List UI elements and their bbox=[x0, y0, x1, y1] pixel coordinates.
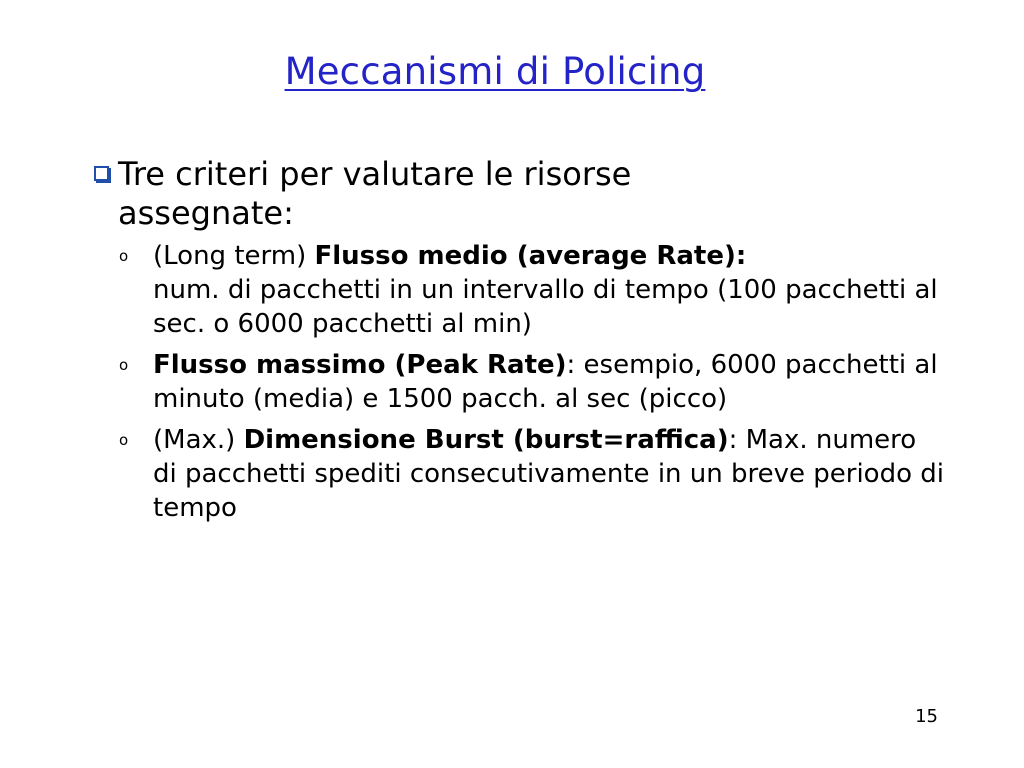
sub-bullet-list bbox=[98, 239, 948, 525]
item-bold-term: Flusso massimo (Peak Rate) bbox=[153, 350, 567, 380]
sub-bullet-item bbox=[119, 423, 948, 525]
item-bold-term: Dimensione Burst (burst=raffica) bbox=[243, 425, 729, 455]
circle-bullet-icon: o bbox=[119, 247, 129, 265]
sub-bullet-item bbox=[119, 348, 948, 416]
item-description: : Max. numero di pacchetti spediti consecutivamente in un breve periodo di tempo bbox=[153, 425, 944, 523]
circle-bullet-icon: o bbox=[119, 431, 129, 449]
page-number: 15 bbox=[915, 706, 938, 727]
item-description: num. di pacchetti in un intervallo di tempo (100 pacchetti al sec. o 6000 pacchetti al min) bbox=[153, 275, 938, 339]
main-bullet-point bbox=[98, 155, 948, 233]
square-bullet-icon bbox=[94, 166, 109, 181]
sub-bullet-item bbox=[119, 239, 948, 341]
item-prefix: (Long term) bbox=[153, 241, 315, 271]
item-description: : esempio, 6000 pacchetti al minuto (media) e 1500 pacch. al sec (picco) bbox=[153, 350, 938, 414]
item-bold-term: Flusso medio (average Rate): bbox=[314, 241, 747, 271]
main-point-line1: Tre criteri per valutare le risorse bbox=[118, 155, 632, 193]
circle-bullet-icon: o bbox=[119, 356, 129, 374]
main-point-text bbox=[108, 155, 948, 233]
main-point-line2: assegnate: bbox=[118, 194, 294, 232]
slide-content bbox=[98, 155, 948, 532]
item-prefix: (Max.) bbox=[153, 425, 244, 455]
slide-title: Meccanismi di Policing bbox=[284, 50, 706, 93]
